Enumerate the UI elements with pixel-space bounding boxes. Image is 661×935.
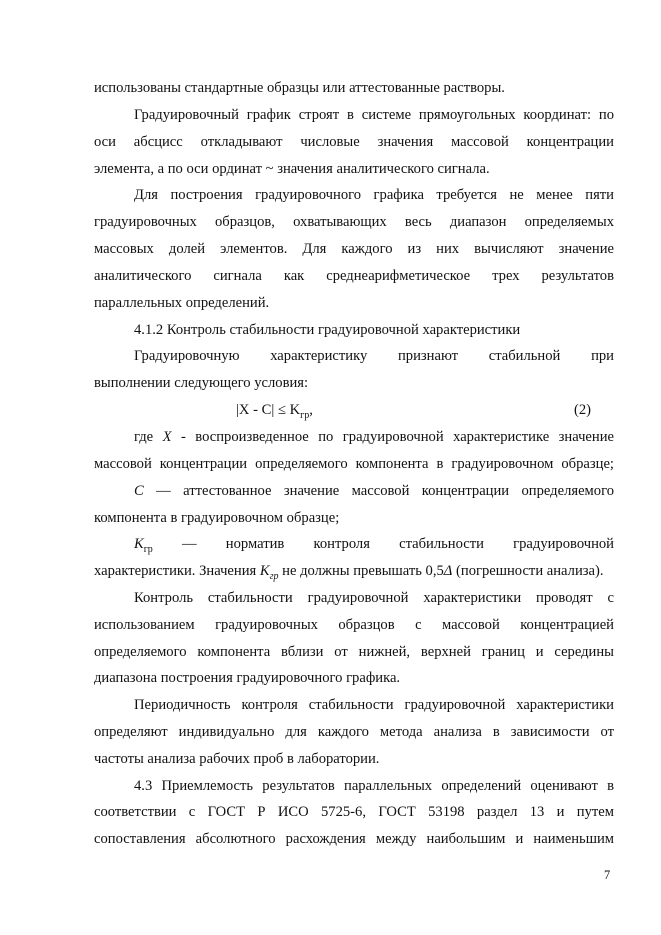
l6-b: не должны превышать 0,5 bbox=[278, 563, 444, 579]
text-line: определяемого компонента вблизи от нижней, верхней границ и середины bbox=[94, 644, 614, 660]
text-line: оси абсцисс откладывают числовые значения массовой концентрации bbox=[94, 134, 614, 150]
text-line: массовой концентрации определяемого компонента в градуировочном образце; bbox=[94, 456, 614, 472]
text-line: использованы стандартные образцы или аттестованные растворы. bbox=[94, 80, 505, 96]
k-rest: — норматив контроля стабильности градуировочной bbox=[152, 536, 614, 552]
var-k-inline-subscript: гр bbox=[269, 570, 279, 582]
formula-number: (2) bbox=[574, 402, 592, 418]
l6-a: характеристики. Значения bbox=[94, 563, 260, 579]
text-line bbox=[94, 562, 614, 580]
var-k: К bbox=[134, 536, 144, 552]
text-line bbox=[134, 535, 614, 553]
text-line: соответствии с ГОСТ Р ИСО 5725-6, ГОСТ 53198 раздел 13 и путем bbox=[94, 804, 614, 820]
var-delta: Δ bbox=[443, 563, 453, 579]
text-line bbox=[134, 428, 614, 446]
text-line: параллельных определений. bbox=[94, 295, 270, 311]
text-line: диапазона построения градуировочного графика. bbox=[94, 670, 401, 686]
l6-c: (погрешности анализа). bbox=[452, 563, 604, 579]
section-heading: 4.1.2 Контроль стабильности градуировочной характеристики bbox=[134, 322, 521, 338]
formula bbox=[236, 401, 313, 425]
formula-subscript: гр bbox=[300, 409, 310, 421]
page-number: 7 bbox=[604, 868, 611, 882]
text-line: элемента, а по оси ординат ~ значения аналитического сигнала. bbox=[94, 161, 490, 177]
text-line: массовых долей элементов. Для каждого из них вычисляют значение bbox=[94, 241, 614, 257]
var-k-inline: К bbox=[259, 563, 270, 579]
text-line: определяют индивидуально для каждого метода анализа в зависимости от bbox=[94, 724, 614, 740]
where-rest: - воспроизведенное по градуировочной характеристике значение bbox=[171, 429, 615, 445]
text-line: Градуировочный график строят в системе прямоугольных координат: по bbox=[134, 107, 614, 123]
var-c: С bbox=[134, 483, 144, 499]
text-line: Периодичность контроля стабильности градуировочной характеристики bbox=[134, 697, 614, 713]
text-line bbox=[134, 482, 614, 500]
var-x: X bbox=[162, 429, 172, 445]
c-rest: — аттестованное значение массовой концентрации определяемого bbox=[143, 483, 614, 499]
text-line: Градуировочную характеристику признают стабильной при bbox=[134, 348, 614, 364]
formula-expression: |X - C| ≤ K bbox=[236, 402, 301, 418]
text-line: выполнении следующего условия: bbox=[94, 375, 309, 391]
text-line: компонента в градуировочном образце; bbox=[94, 510, 340, 526]
text-line: градуировочных образцов, охватывающих весь диапазон определяемых bbox=[94, 214, 614, 230]
where-prefix: где bbox=[134, 429, 163, 445]
var-k-subscript: гр bbox=[143, 543, 153, 555]
text-line: Контроль стабильности градуировочной характеристики проводят с bbox=[134, 590, 614, 606]
formula-suffix: , bbox=[309, 402, 313, 418]
text-line: частоты анализа рабочих проб в лаборатории. bbox=[94, 751, 380, 767]
text-line: Для построения градуировочного графика требуется не менее пяти bbox=[134, 187, 614, 203]
text-line: сопоставления абсолютного расхождения между наибольшим и наименьшим bbox=[94, 831, 614, 847]
text-line: аналитического сигнала как среднеарифметическое трех результатов bbox=[94, 268, 614, 284]
text-line: 4.3 Приемлемость результатов параллельных определений оценивают в bbox=[134, 778, 614, 794]
text-line: использованием градуировочных образцов с массовой концентрацией bbox=[94, 617, 614, 633]
